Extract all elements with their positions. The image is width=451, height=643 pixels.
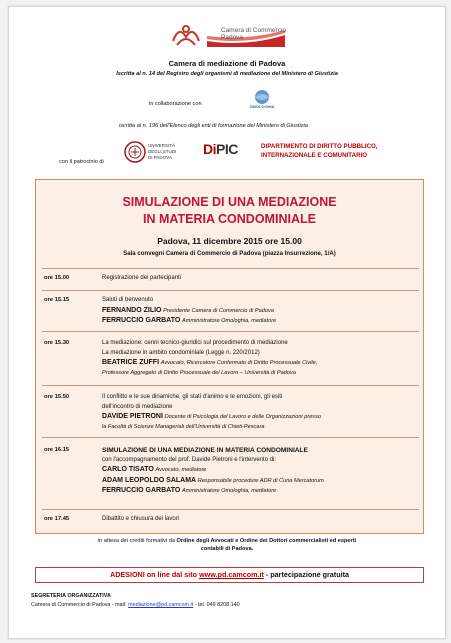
speaker-name: FERNANDO ZILIO [102,306,162,314]
patronage-label: con il patrocinio di [59,159,104,165]
flyer-page [8,6,446,639]
training-registry-note: iscritta al n. 196 dell'Elenco degli enti di formazione del Ministero di Giustizia [119,123,308,129]
agenda-text: dell'incontro di mediazione [102,403,173,410]
collaboration-label: in collaborazione con [149,101,202,107]
secretariat-email-link[interactable]: mediazione@pd.camcom.it [128,602,194,608]
event-title-line-1: SIMULAZIONE DI UNA MEDIAZIONE [122,195,337,209]
event-date: Padova, 11 dicembre 2015 ore 15.00 [157,236,302,246]
secretariat-pre: Camera di Commercio di Padova - mail: [31,602,127,608]
speaker-name: FERRUCCIO GARBATO [102,487,181,494]
department-line-2: INTERNAZIONALE E COMUNITARIO [261,152,368,159]
chamber-emblem-icon [169,19,203,49]
agenda-time: ore 15.50 [44,394,70,400]
event-venue: Sala convegni Camera di Commercio di Padova (piazza Insurrezione, 1/A) [123,250,336,257]
speaker-name: FERRUCCIO GARBATO [102,317,181,324]
registration-banner [35,567,424,583]
divider [42,290,419,291]
agenda-text: La mediazione: cenni tecnico-giuridici sul procedimento di mediazione [102,340,288,346]
agenda-item [102,339,417,378]
agenda-item [102,296,417,327]
omologhia-wordmark: OMOLOGHIA [249,104,275,109]
agenda-time: ore 15.15 [44,297,70,303]
speaker-role-cont: Professore Aggregato di Diritto Processuale del Lavoro – Università di Padova [102,369,296,376]
brand-line-2: Padova [221,34,244,41]
divider [42,509,419,510]
department-line-1: DIPARTIMENTO DI DIRITTO PUBBLICO, [261,143,378,150]
event-title-line-2: IN MATERIA CONDOMINIALE [143,212,316,226]
registry-note: Iscritta al n. 14 del Registro degli organismi di mediazione del Ministero di Giustizia [116,71,338,77]
secretariat-label: SEGRETERIA ORGANIZZATIVA [31,593,111,599]
university-seal-icon [124,139,146,165]
speaker-role: Amministratore Omologhia, mediatore [181,488,277,494]
speaker-name: ADAM LEOPOLDO SALAMA [102,476,197,484]
credits-pre: in attesa dei crediti formativi da [97,538,175,544]
speaker-name: CARLO TISATO [102,466,154,473]
agenda-time: ore 15.30 [44,340,70,346]
university-line-2: DEGLI STUDI [148,149,177,154]
agenda-text: La mediazione in ambito condominiale (Legge n. 220/2012) [102,349,260,356]
speaker-name: BEATRICE ZUFFI [102,359,160,366]
speaker-role: Presidente Camera di Commercio di Padova [163,307,274,314]
divider [42,437,419,438]
dipic-logo [203,141,238,157]
agenda-text: Saluti di benvenuto [102,297,154,303]
dipic-prefix: Di [203,141,216,157]
university-line-1: UNIVERSITÀ [148,143,176,148]
registration-link[interactable]: www.pd.camcom.it [199,570,264,579]
agenda-item [102,515,417,525]
agenda-text: Il conflitto e le sue dinamiche, gli stati d'animo e le emozioni, gli esiti [102,394,283,400]
divider [42,268,419,269]
credits-line-2: contabili di Padova. [200,546,254,552]
agenda-text: con l'accompagnamento del prof. Davide Pietroni e l'intervento di: [102,456,277,463]
chamber-of-commerce-logo [169,15,289,55]
agenda-text: SIMULAZIONE DI UNA MEDIAZIONE IN MATERIA CONDOMINIALE [102,447,308,454]
university-line-3: DI PADOVA [148,155,172,160]
agenda-text: Registrazione dei partecipanti [102,275,182,281]
agenda-time: ore 17.45 [44,516,70,522]
omologhia-logo [241,89,283,111]
divider [42,385,419,386]
agenda-item [102,446,417,497]
secretariat-contact [31,602,240,608]
agenda-text: Dibattito e chiusura dei lavori [102,516,180,522]
speaker-role: Amministratore Omologhia, mediatore [181,318,277,324]
brand-line-1: Camera di Commercio [221,27,287,34]
agenda-time: ore 16.15 [44,447,70,453]
organizer-title: Camera di mediazione di Padova [168,59,286,68]
registration-label: ADESIONI on line dal sito [110,570,198,579]
agenda-item [102,274,417,284]
registration-note: - partecipazione gratuita [265,570,349,579]
credits-note [9,537,445,553]
department-name [261,142,378,160]
speaker-role: Docente di Psicologia del Lavoro e delle Organizzazioni presso [164,414,322,420]
credits-orders: Ordine degli Avvocati e Ordine dei Dottori commercialisti ed esperti [176,538,357,544]
speaker-role: Avvocato, Ricercatore Confermato di Diritto Processuale Civile, [160,360,318,366]
agenda-time: ore 15.00 [44,275,70,281]
agenda-item [102,393,417,432]
speaker-role: Responsabile procedure ADR di Curia Mercatorum [197,477,324,484]
speaker-role-cont: la Facoltà di Scienze Manageriali dell'Università di Chieti-Pescara [102,423,265,430]
university-logo [124,139,188,165]
divider [42,331,419,332]
program-box [35,179,424,534]
speaker-role: Avvocato, mediatore [155,467,207,473]
speaker-name: DAVIDE PIETRONI [102,413,163,420]
dipic-suffix: PIC [216,141,238,157]
secretariat-phone: - tel. 049 8208.140 [194,602,240,608]
